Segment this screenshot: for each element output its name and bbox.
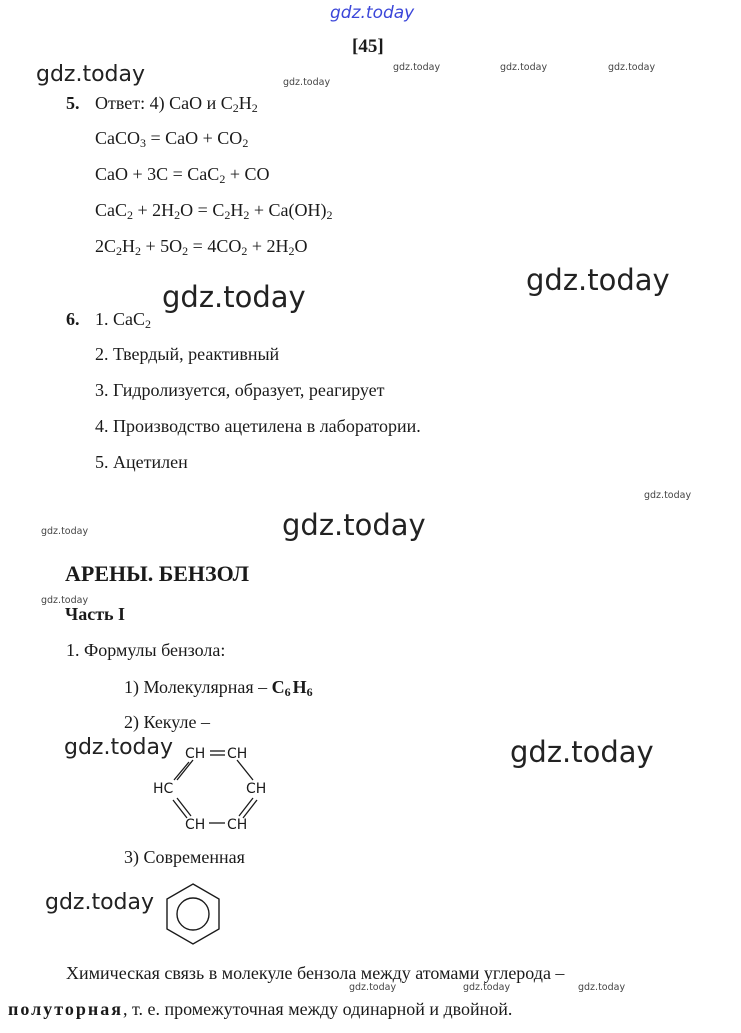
benzene-ring-icon bbox=[162, 880, 224, 950]
section-title: АРЕНЫ. БЕНЗОЛ bbox=[65, 561, 250, 586]
q5-answer: Ответ: 4) CaO и $C_2H_2$ bbox=[95, 93, 258, 115]
equation-2: CaO + 3C = CaC$_2$ + CO bbox=[95, 164, 270, 186]
q6-item-1: 1. CaC$_2$ bbox=[95, 309, 152, 331]
section-question-1: 1. Формулы бензола: bbox=[66, 640, 226, 660]
q6-item-3: 3. Гидролизуется, образует, реагирует bbox=[95, 380, 385, 400]
watermark-small: gdz.today bbox=[393, 62, 441, 73]
watermark-small: gdz.today bbox=[463, 982, 511, 993]
formula-kekule-label: 2) Кекуле – bbox=[124, 712, 210, 732]
q6-item-5: 5. Ацетилен bbox=[95, 452, 188, 472]
watermark-top: gdz.today bbox=[330, 3, 415, 23]
watermark: gdz.today bbox=[64, 735, 174, 760]
equation-1: CaCO$_3$ = CaO + $CO_2$ bbox=[95, 128, 249, 150]
kekule-left: HC bbox=[153, 781, 174, 797]
watermark-small: gdz.today bbox=[41, 526, 89, 537]
watermark: gdz.today bbox=[36, 62, 146, 87]
watermark: gdz.today bbox=[162, 280, 306, 314]
kekule-bottom-left: CH bbox=[185, 817, 206, 833]
page-number: [45] bbox=[352, 36, 384, 57]
part-title: Часть I bbox=[65, 604, 126, 624]
watermark: gdz.today bbox=[510, 735, 654, 769]
watermark-small: gdz.today bbox=[349, 982, 397, 993]
formula-molecular: 1) Молекулярная – $C_6$ $H_6$ bbox=[124, 677, 313, 699]
equation-3: $CaC_2 + 2H_2O = C_2H_2 + Ca(OH)_2$ bbox=[95, 200, 333, 222]
watermark-small: gdz.today bbox=[41, 595, 89, 606]
kekule-top-right: CH bbox=[227, 746, 248, 762]
paragraph-line-1: Химическая связь в молекуле бензола между атомами углерода – bbox=[66, 963, 565, 983]
kekule-bottom-right: CH bbox=[227, 817, 248, 833]
watermark: gdz.today bbox=[282, 508, 426, 542]
q6-item-4: 4. Производство ацетилена в лаборатории. bbox=[95, 416, 421, 436]
watermark-small: gdz.today bbox=[500, 62, 548, 73]
kekule-structure bbox=[145, 740, 280, 840]
watermark: gdz.today bbox=[45, 890, 155, 915]
watermark-small: gdz.today bbox=[644, 490, 692, 501]
q6-item-2: 2. Твердый, реактивный bbox=[95, 344, 280, 364]
kekule-right: CH bbox=[246, 781, 267, 797]
kekule-top-left: CH bbox=[185, 746, 206, 762]
equation-4: $2C_2H_2 + 5O_2 = 4CO_2 + 2H_2O$ bbox=[95, 236, 308, 258]
watermark-small: gdz.today bbox=[578, 982, 626, 993]
paragraph-line-2: полуторная, т. е. промежуточная между одинарной и двойной. bbox=[8, 999, 513, 1019]
formula-modern-label: 3) Современная bbox=[124, 847, 245, 867]
question-number-5: 5. bbox=[66, 93, 80, 113]
watermark-small: gdz.today bbox=[283, 77, 331, 88]
question-number-6: 6. bbox=[66, 309, 80, 329]
watermark-small: gdz.today bbox=[608, 62, 656, 73]
watermark: gdz.today bbox=[526, 263, 670, 297]
